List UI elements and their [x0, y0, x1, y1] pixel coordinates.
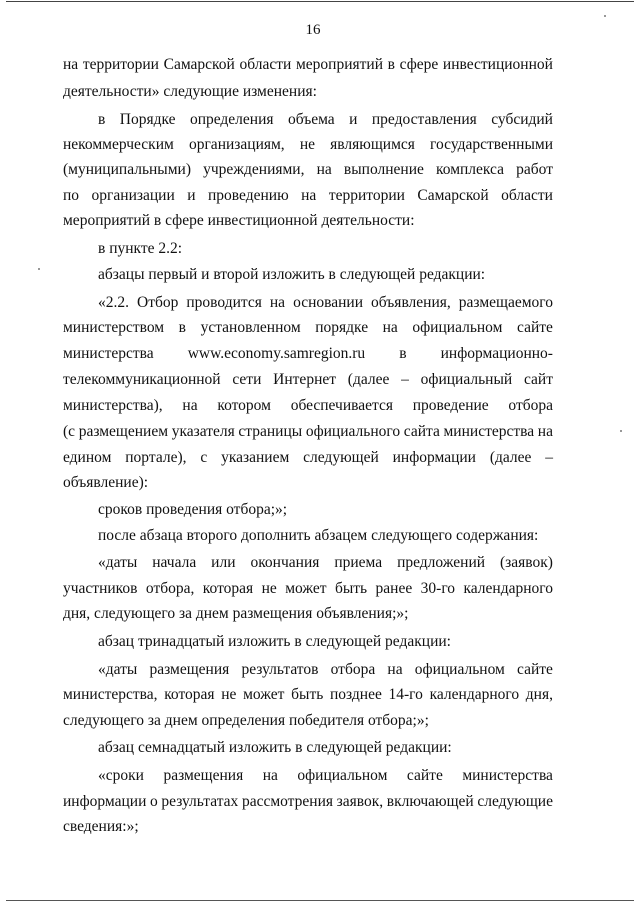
text-line — [98, 293, 553, 313]
word: (далее — [489, 449, 532, 466]
word: не — [221, 686, 237, 703]
word: в — [178, 319, 186, 336]
word: инвестиционной — [442, 56, 553, 73]
word: на — [63, 56, 79, 73]
word: размещением — [78, 423, 169, 440]
word: организации — [91, 187, 175, 204]
word: министерства, — [63, 686, 158, 703]
word: котором — [217, 397, 271, 414]
word: в — [98, 111, 106, 128]
word: которая — [202, 580, 254, 597]
word: в — [387, 56, 395, 73]
word: размещения — [163, 767, 244, 784]
word: и — [349, 111, 358, 128]
word: министерства — [63, 345, 154, 362]
text-line — [98, 110, 553, 130]
word: порядке — [315, 319, 369, 336]
word: министерства — [443, 423, 535, 440]
word: Интернет — [273, 371, 337, 388]
word: установленном — [200, 319, 301, 336]
word: организациям, — [188, 136, 285, 153]
word: на — [182, 397, 198, 414]
scan-speck — [620, 430, 622, 432]
word: официальный — [420, 371, 513, 388]
text-line — [63, 135, 553, 155]
word: официальном — [412, 319, 503, 336]
text-line: сроков проведения отбора;»; — [98, 501, 288, 518]
bottom-edge-line — [6, 900, 634, 901]
word: являющимся — [330, 136, 415, 153]
word: проведению — [208, 187, 289, 204]
text-line — [63, 579, 553, 599]
word: приема — [334, 554, 383, 571]
word: окончания — [250, 554, 320, 571]
text-line — [63, 792, 553, 812]
word: мероприятий — [295, 56, 383, 73]
word: сети — [232, 371, 262, 388]
word: территории — [82, 56, 159, 73]
word: Порядке — [119, 111, 176, 128]
word: сфере — [399, 56, 439, 73]
word: сайта — [403, 423, 440, 440]
word: основании — [293, 294, 364, 311]
word: официальном — [297, 767, 388, 784]
word: сайте — [406, 767, 443, 784]
word: начала — [152, 554, 197, 571]
word: с — [200, 449, 208, 466]
text-line: дня, следующего за днем размещения объявления;»; — [63, 605, 409, 622]
page-number: 16 — [305, 22, 321, 38]
word: на — [269, 294, 286, 311]
word: Отбор — [137, 294, 179, 311]
word: (с — [63, 423, 76, 440]
word: на — [262, 767, 278, 784]
word: (заявок) — [499, 554, 553, 571]
text-line: следующего за днем определения победителя отбора;»; — [63, 712, 429, 729]
word: предоставления — [371, 111, 477, 128]
word: указанием — [221, 449, 290, 466]
word: заявок, — [336, 793, 384, 810]
word: может — [285, 580, 327, 597]
word: территории — [328, 187, 405, 204]
text-line — [98, 766, 553, 786]
word: не — [261, 580, 277, 597]
word: министерством — [63, 319, 165, 336]
word: работ — [516, 161, 553, 178]
word: информации — [392, 449, 476, 466]
word: – — [545, 449, 553, 466]
word: на — [301, 187, 317, 204]
word: быть — [291, 686, 324, 703]
top-edge-line — [6, 1, 634, 2]
word: на — [537, 423, 553, 440]
text-line — [98, 553, 553, 573]
word: следующей — [303, 449, 379, 466]
text-line: деятельности» следующие изменения: — [63, 83, 317, 100]
word: объема — [287, 111, 335, 128]
word: – — [401, 371, 409, 388]
scan-speck — [604, 15, 606, 17]
word: размещения — [149, 661, 230, 678]
word: обеспечивается — [290, 397, 393, 414]
word: быть — [334, 580, 368, 597]
word: информации — [63, 793, 147, 810]
text-line — [63, 344, 553, 364]
word: «даты — [98, 554, 138, 571]
word: www.economy.samregion.ru — [187, 345, 366, 362]
text-line — [63, 448, 553, 468]
word: комплекса — [436, 161, 505, 178]
text-line — [63, 422, 553, 442]
word: сайте — [517, 319, 553, 336]
word: официальном — [414, 661, 505, 678]
word: выполнение — [343, 161, 424, 178]
word: календарного — [463, 580, 553, 597]
word: «даты — [98, 661, 138, 678]
word: рассмотрения — [241, 793, 333, 810]
word: на — [316, 161, 332, 178]
word: отбора — [508, 397, 553, 414]
word: о — [150, 793, 158, 810]
word: календарного — [429, 686, 520, 703]
word: или — [211, 554, 236, 571]
word: не — [299, 136, 316, 153]
word: Самарской — [163, 56, 235, 73]
word: результатах — [161, 793, 239, 810]
word: государственными — [430, 136, 553, 153]
word: дня, — [525, 686, 553, 703]
word: включающей — [386, 793, 474, 810]
word: страницы — [238, 423, 303, 440]
text-line: абзацы первый и второй изложить в следующей редакции: — [98, 266, 486, 283]
text-line: сведения:»; — [63, 818, 139, 835]
word: размещаемого — [458, 294, 553, 311]
word: на — [387, 661, 403, 678]
scan-speck — [38, 268, 40, 270]
text-line: объявление): — [63, 474, 149, 491]
word: позднее — [330, 686, 382, 703]
word: некоммерческим — [63, 136, 174, 153]
word: области — [501, 187, 553, 204]
word: области — [239, 56, 292, 73]
word: информационно- — [440, 345, 553, 362]
word: Самарской — [417, 187, 489, 204]
word: (далее — [347, 371, 390, 388]
word: 14-го — [388, 686, 423, 703]
word: по — [63, 187, 80, 204]
word: министерства — [462, 767, 553, 784]
word: участников — [63, 580, 138, 597]
word: в — [399, 345, 407, 362]
text-line — [98, 660, 553, 680]
word: которая — [164, 686, 215, 703]
word: «2.2. — [98, 294, 129, 311]
word: 30-го — [420, 580, 456, 597]
word: на — [382, 319, 398, 336]
word: «сроки — [98, 767, 144, 784]
word: ранее — [375, 580, 413, 597]
text-line — [63, 160, 553, 180]
word: субсидий — [491, 111, 553, 128]
word: проводится — [186, 294, 262, 311]
text-line: мероприятий в сфере инвестиционной деятельности: — [63, 212, 415, 229]
word: сайте — [517, 661, 553, 678]
word: проведение — [412, 397, 489, 414]
word: объявления, — [371, 294, 451, 311]
text-line — [63, 370, 553, 390]
word: отбора, — [145, 580, 195, 597]
text-line — [63, 55, 553, 75]
text-line: абзац тринадцатый изложить в следующей редакции: — [98, 633, 451, 650]
word: учреждениями, — [203, 161, 305, 178]
text-line: абзац семнадцатый изложить в следующей редакции: — [98, 739, 452, 756]
word: (муниципальными) — [63, 161, 191, 178]
word: следующие — [477, 793, 553, 810]
text-line — [63, 318, 553, 338]
word: сайт — [523, 371, 553, 388]
word: официального — [305, 423, 401, 440]
text-line — [63, 396, 553, 416]
text-line: после абзаца второго дополнить абзацем следующего содержания: — [98, 527, 539, 544]
word: может — [243, 686, 285, 703]
word: результатов — [241, 661, 319, 678]
text-line — [63, 186, 553, 206]
word: предложений — [397, 554, 486, 571]
text-line — [63, 685, 553, 705]
word: министерства), — [63, 397, 163, 414]
word: и — [187, 187, 196, 204]
word: едином — [63, 449, 112, 466]
word: определения — [189, 111, 274, 128]
word: портале), — [125, 449, 187, 466]
word: телекоммуникационной — [63, 371, 221, 388]
text-line: в пункте 2.2: — [98, 240, 183, 257]
word: отбора — [330, 661, 376, 678]
word: указателя — [171, 423, 235, 440]
